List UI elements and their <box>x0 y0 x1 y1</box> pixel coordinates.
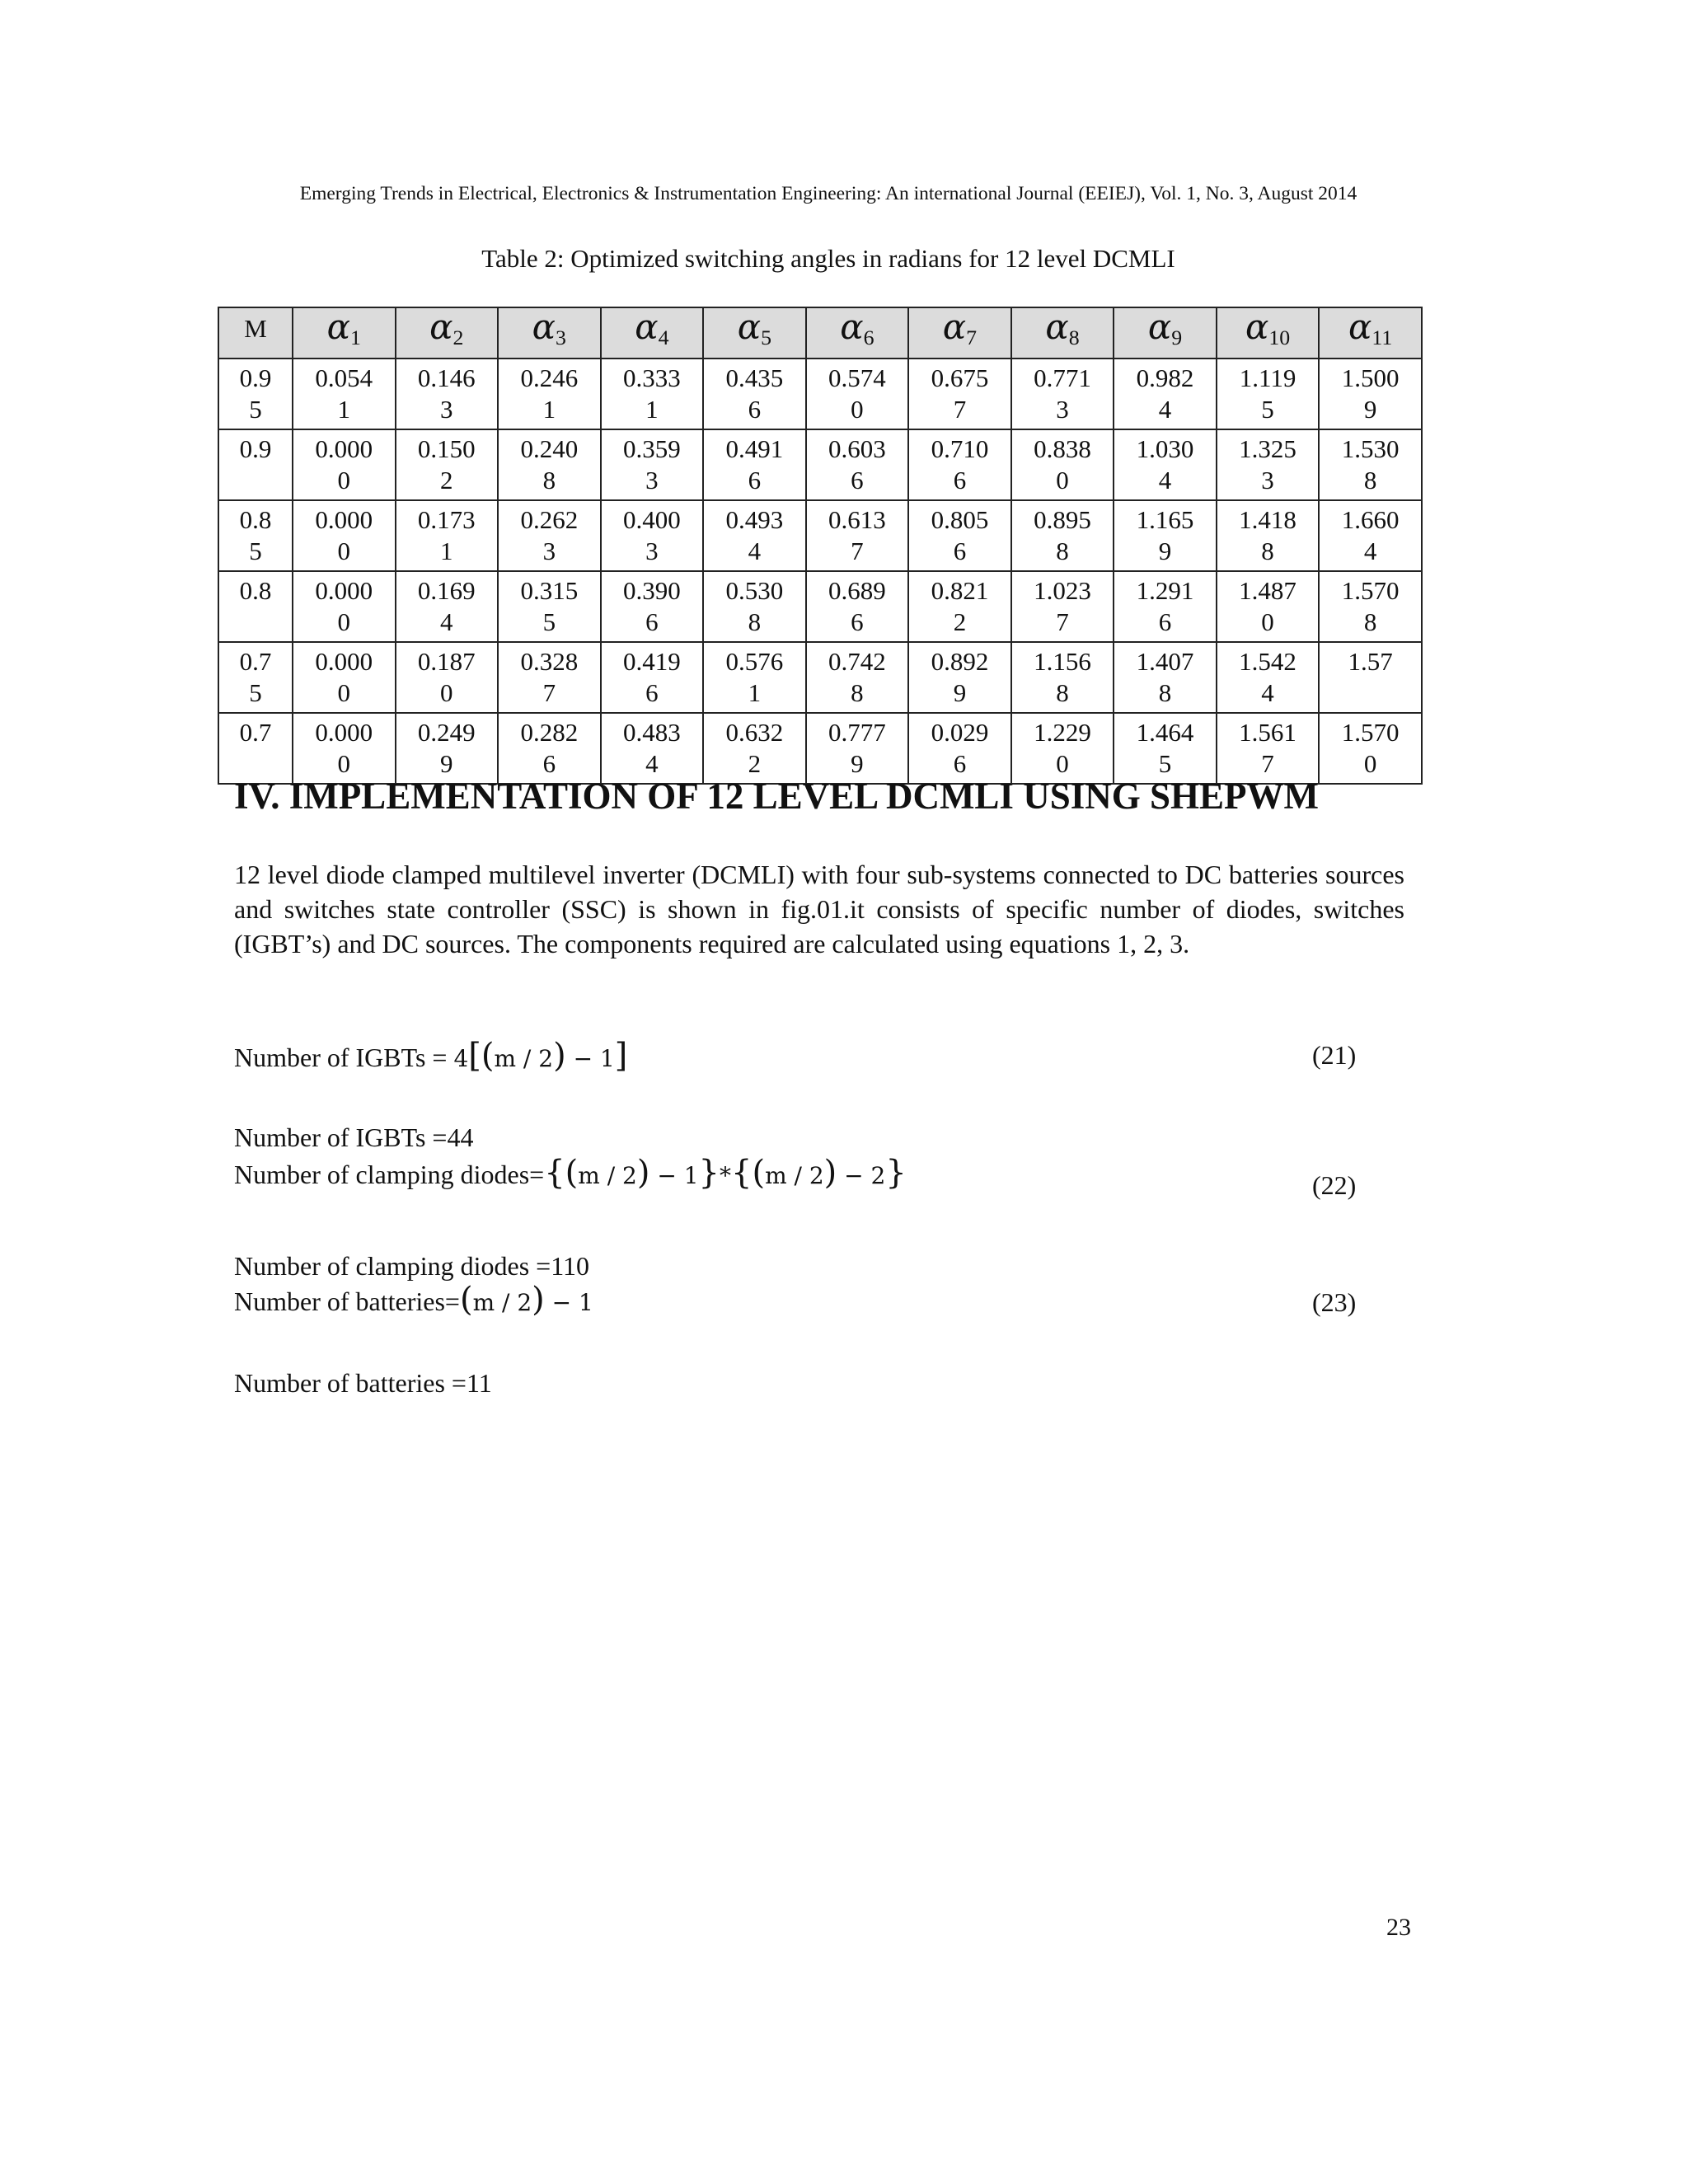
angle-cell <box>703 359 806 429</box>
angle-cell <box>396 500 499 571</box>
angle-value-line: 4 <box>1158 466 1172 494</box>
angle-cell <box>703 642 806 713</box>
angle-value-line: 0.689 <box>828 576 886 605</box>
angle-value-line: 3 <box>542 537 556 565</box>
angle-cell <box>806 571 909 642</box>
angle-value-line: 1 <box>337 395 351 424</box>
angle-value-line: 6 <box>748 466 762 494</box>
angle-value-line: 0.150 <box>417 434 476 463</box>
angle-value-line: 1.418 <box>1239 505 1296 534</box>
angle-value-line: 1.119 <box>1239 363 1296 392</box>
angle-value-line: 1.570 <box>1341 576 1400 605</box>
angle-cell <box>806 429 909 500</box>
angle-cell <box>498 500 601 571</box>
angle-value-line: 0.000 <box>315 647 373 676</box>
angle-cell <box>908 713 1011 784</box>
angle-cell <box>1114 429 1217 500</box>
angle-value-line: 0.771 <box>1034 363 1091 392</box>
angle-value-line: 1.542 <box>1239 647 1296 676</box>
angle-cell <box>601 571 704 642</box>
result-22: Number of clamping diodes =110 <box>234 1251 589 1281</box>
alpha-symbol: α <box>326 307 350 348</box>
angle-value-line: 3 <box>645 466 659 494</box>
angle-value-line: 6 <box>645 607 659 636</box>
angle-value-line: 0.576 <box>725 647 784 676</box>
angle-cell <box>806 500 909 571</box>
angle-value-line: 6 <box>748 395 762 424</box>
angle-cell <box>1011 429 1114 500</box>
m-value-cell <box>218 713 293 784</box>
switching-angles-table <box>218 307 1423 785</box>
eq22-left-brace-2: { <box>731 1154 753 1192</box>
eq22-left-paren-1: ( <box>565 1154 579 1192</box>
angle-value-line: 0 <box>337 537 351 565</box>
angle-cell <box>1217 500 1320 571</box>
m-header: M <box>218 307 293 359</box>
journal-header: Emerging Trends in Electrical, Electronics & Instrumentation Engineering: An international Journal (EEIEJ), Vol. 1, No. 3, August 2014 <box>299 183 1357 204</box>
angle-value-line: 4 <box>1158 395 1172 424</box>
eq22-right-brace-2: } <box>885 1154 907 1192</box>
angle-cell <box>806 713 909 784</box>
alpha-symbol: α <box>1045 307 1069 348</box>
eq23-right-paren: ) <box>532 1281 545 1319</box>
section-heading: IV. IMPLEMENTATION OF 12 LEVEL DCMLI USING SHEPWM <box>234 776 1319 817</box>
angle-value-line: 0.632 <box>725 718 784 747</box>
angle-cell <box>1114 359 1217 429</box>
eq21-inner: m / 2 <box>494 1045 554 1072</box>
angle-value-line: 0.982 <box>1136 363 1194 392</box>
equation-22 <box>234 1154 907 1192</box>
angle-cell <box>1319 642 1422 713</box>
m-value-line: 5 <box>249 395 262 424</box>
table-caption: Table 2: Optimized switching angles in radians for 12 level DCMLI <box>481 244 1175 273</box>
alpha-symbol: α <box>635 307 659 348</box>
alpha-subscript: 2 <box>452 326 464 350</box>
table-row <box>218 713 1422 784</box>
angle-value-line: 1.291 <box>1136 576 1194 605</box>
angle-value-line: 8 <box>1363 607 1377 636</box>
angle-cell <box>498 571 601 642</box>
angle-value-line: 8 <box>1056 537 1069 565</box>
angle-value-line: 1 <box>748 678 762 707</box>
angle-value-line: 0.483 <box>622 718 681 747</box>
table-row <box>218 359 1422 429</box>
angle-value-line: 7 <box>1261 749 1274 778</box>
angle-cell <box>601 642 704 713</box>
angle-value-line: 0.435 <box>725 363 784 392</box>
eq21-left-bracket: [ <box>468 1037 481 1075</box>
angle-value-line: 0.173 <box>417 505 476 534</box>
angle-value-line: 0.530 <box>725 576 784 605</box>
angle-value-line: 1 <box>645 395 659 424</box>
alpha-symbol: α <box>532 307 556 348</box>
table-row <box>218 500 1422 571</box>
angle-value-line: 0.000 <box>315 505 373 534</box>
angle-value-line: 7 <box>851 537 864 565</box>
angle-value-line: 8 <box>1158 678 1172 707</box>
eq22-inner-2: m / 2 <box>765 1162 824 1189</box>
angle-value-line: 6 <box>645 678 659 707</box>
angle-value-line: 0.328 <box>520 647 579 676</box>
angle-cell <box>1114 571 1217 642</box>
angle-value-line: 6 <box>851 466 864 494</box>
angle-value-line: 1.023 <box>1034 576 1091 605</box>
angle-value-line: 3 <box>440 395 453 424</box>
angle-value-line: 1.500 <box>1341 363 1400 392</box>
alpha-subscript: 5 <box>761 326 772 350</box>
angle-value-line: 0.838 <box>1034 434 1091 463</box>
angle-value-line: 4 <box>748 537 762 565</box>
angle-cell <box>293 642 396 713</box>
angle-value-line: 1.660 <box>1341 505 1400 534</box>
angle-value-line: 1.561 <box>1239 718 1296 747</box>
angle-value-line: 0.240 <box>520 434 579 463</box>
eq21-tail: − 1 <box>565 1045 615 1072</box>
angle-value-line: 7 <box>953 395 967 424</box>
alpha-symbol: α <box>1147 307 1172 348</box>
angle-value-line: 0 <box>337 466 351 494</box>
angle-value-line: 0.315 <box>520 576 579 605</box>
m-value-line: 0.7 <box>239 718 272 747</box>
angle-cell <box>1114 642 1217 713</box>
angle-value-line: 0 <box>337 607 351 636</box>
angle-value-line: 1 <box>440 537 453 565</box>
angle-value-line: 9 <box>1363 395 1377 424</box>
angle-value-line: 2 <box>748 749 762 778</box>
alpha-subscript: 1 <box>349 326 361 350</box>
angle-value-line: 6 <box>953 466 967 494</box>
angle-cell <box>601 500 704 571</box>
angle-value-line: 8 <box>851 678 864 707</box>
angle-value-line: 0.054 <box>315 363 373 392</box>
m-value-line: 5 <box>249 678 262 707</box>
angle-cell <box>498 359 601 429</box>
m-value-line: 0.9 <box>239 434 272 463</box>
angle-cell <box>703 429 806 500</box>
angle-cell <box>293 500 396 571</box>
angle-cell <box>908 429 1011 500</box>
m-value-cell <box>218 500 293 571</box>
m-value-cell <box>218 642 293 713</box>
angle-value-line: 0.400 <box>622 505 681 534</box>
alpha-subscript: 4 <box>658 326 669 350</box>
angle-value-line: 0.613 <box>828 505 886 534</box>
eq22-inner-1: m / 2 <box>578 1162 637 1189</box>
angle-cell <box>1319 429 1422 500</box>
angle-value-line: 1.464 <box>1136 718 1194 747</box>
eq21-coef: 4 <box>453 1045 469 1072</box>
angle-cell <box>396 642 499 713</box>
angle-value-line: 0.710 <box>931 434 989 463</box>
angle-value-line: 0 <box>1056 749 1069 778</box>
eq22-right-brace-1: } <box>698 1154 720 1192</box>
angle-cell <box>1319 571 1422 642</box>
alpha-symbol: α <box>942 307 967 348</box>
angle-cell <box>396 571 499 642</box>
angle-cell <box>908 571 1011 642</box>
angle-value-line: 1.325 <box>1239 434 1296 463</box>
angle-cell <box>1319 359 1422 429</box>
angle-cell <box>908 500 1011 571</box>
angle-value-line: 0.000 <box>315 576 373 605</box>
angle-cell <box>293 571 396 642</box>
alpha-header-6 <box>806 307 909 359</box>
result-23: Number of batteries =11 <box>234 1368 492 1398</box>
angle-value-line: 1.407 <box>1136 647 1194 676</box>
table-row <box>218 571 1422 642</box>
angle-cell <box>703 713 806 784</box>
angle-cell <box>1217 713 1320 784</box>
alpha-header-11 <box>1319 307 1422 359</box>
angle-value-line: 0.892 <box>931 647 989 676</box>
equation-22-number: (22) <box>1312 1170 1357 1200</box>
angle-value-line: 9 <box>953 678 967 707</box>
angle-value-line: 4 <box>1363 537 1377 565</box>
alpha-header-5 <box>703 307 806 359</box>
equation-23 <box>234 1281 593 1319</box>
eq22-label: Number of clamping diodes= <box>234 1160 545 1189</box>
angle-value-line: 8 <box>1056 678 1069 707</box>
alpha-header-2 <box>396 307 499 359</box>
angle-value-line: 0.187 <box>417 647 476 676</box>
angle-value-line: 6 <box>1158 607 1172 636</box>
angle-value-line: 0 <box>440 678 453 707</box>
body-paragraph: 12 level diode clamped multilevel inverter (DCMLI) with four sub-systems connected to DC batteries sources and switches state controller (SSC) is shown in fig.01.it consists of specific number of diodes, switches (IGBT’s) and DC sources. The components required are calculated using equations 1, 2, 3. <box>234 860 1404 958</box>
alpha-symbol: α <box>840 307 864 348</box>
angle-value-line: 0.742 <box>828 647 886 676</box>
angle-value-line: 0 <box>337 749 351 778</box>
alpha-header-7 <box>908 307 1011 359</box>
alpha-header-3 <box>498 307 601 359</box>
angle-value-line: 0.000 <box>315 434 373 463</box>
angle-value-line: 0.000 <box>315 718 373 747</box>
alpha-header-1 <box>293 307 396 359</box>
angle-cell <box>601 429 704 500</box>
angle-cell <box>1011 713 1114 784</box>
angle-value-line: 0.333 <box>622 363 681 392</box>
angle-cell <box>1011 571 1114 642</box>
angle-value-line: 9 <box>851 749 864 778</box>
angle-value-line: 0.419 <box>622 647 681 676</box>
alpha-subscript: 10 <box>1268 326 1291 350</box>
result-21: Number of IGBTs =44 <box>234 1122 474 1152</box>
alpha-header-10 <box>1217 307 1320 359</box>
angle-cell <box>1011 500 1114 571</box>
angle-value-line: 0.262 <box>520 505 579 534</box>
alpha-header-8 <box>1011 307 1114 359</box>
m-value-line <box>221 607 290 638</box>
m-value-cell <box>218 359 293 429</box>
angle-cell <box>396 359 499 429</box>
eq23-inner: m / 2 <box>472 1289 532 1316</box>
angle-value-line: 8 <box>542 466 556 494</box>
angle-value-line: 3 <box>1056 395 1069 424</box>
angle-value-line: 6 <box>953 537 967 565</box>
angle-value-line: 8 <box>748 607 762 636</box>
angle-value-line: 1.487 <box>1239 576 1296 605</box>
angle-value-line: 3 <box>645 537 659 565</box>
angle-cell <box>498 642 601 713</box>
angle-value-line: 0.029 <box>931 718 989 747</box>
angle-value-line: 1.229 <box>1034 718 1091 747</box>
angle-cell <box>498 429 601 500</box>
eq21-left-paren: ( <box>481 1037 495 1075</box>
m-value-line: 0.9 <box>239 363 272 392</box>
angle-value-line: 0.282 <box>520 718 579 747</box>
angle-value-line: 0.777 <box>828 718 886 747</box>
angle-cell <box>293 713 396 784</box>
angle-cell <box>1011 642 1114 713</box>
angle-cell <box>908 359 1011 429</box>
equation-21 <box>234 1037 627 1075</box>
angle-value-line: 6 <box>542 749 556 778</box>
angle-value-line: 4 <box>440 607 453 636</box>
angle-value-line: 0 <box>851 395 864 424</box>
angle-cell <box>1217 642 1320 713</box>
angle-value-line: 6 <box>851 607 864 636</box>
angle-value-line: 1.165 <box>1136 505 1194 534</box>
equation-21-number: (21) <box>1312 1040 1357 1070</box>
eq21-right-bracket: ] <box>614 1037 628 1075</box>
angle-value-line: 1.57 <box>1348 647 1393 676</box>
angle-value-line: 0.574 <box>828 363 886 392</box>
angle-cell <box>806 359 909 429</box>
eq22-left-paren-2: ( <box>752 1154 766 1192</box>
angle-cell <box>1319 713 1422 784</box>
alpha-symbol: α <box>1348 307 1372 348</box>
eq22-right-paren-1: ) <box>636 1154 650 1192</box>
angle-value-line: 4 <box>645 749 659 778</box>
angle-value-line <box>1321 677 1419 709</box>
equation-23-number: (23) <box>1312 1287 1357 1317</box>
m-value-line: 0.7 <box>239 647 272 676</box>
eq23-label: Number of batteries= <box>234 1286 460 1316</box>
angle-value-line: 1 <box>542 395 556 424</box>
alpha-subscript: 3 <box>556 326 566 350</box>
angle-cell <box>1217 429 1320 500</box>
angle-value-line: 1.030 <box>1136 434 1194 463</box>
eq23-tail: − 1 <box>544 1289 593 1316</box>
angle-cell <box>396 713 499 784</box>
eq22-tail-1: − 1 <box>649 1162 699 1189</box>
angle-cell <box>1217 571 1320 642</box>
eq22-star: * <box>720 1162 731 1189</box>
angle-value-line: 0.821 <box>931 576 989 605</box>
angle-value-line: 5 <box>542 607 556 636</box>
angle-value-line: 9 <box>1158 537 1172 565</box>
angle-value-line: 0.805 <box>931 505 989 534</box>
angle-cell <box>703 500 806 571</box>
table-row <box>218 642 1422 713</box>
angle-cell <box>1114 713 1217 784</box>
alpha-symbol: α <box>737 307 762 348</box>
m-value-line: 5 <box>249 537 262 565</box>
angle-cell <box>293 359 396 429</box>
angle-cell <box>806 642 909 713</box>
alpha-subscript: 11 <box>1372 326 1393 350</box>
angle-value-line: 5 <box>1261 395 1274 424</box>
angle-cell <box>703 571 806 642</box>
angle-cell <box>908 642 1011 713</box>
angle-cell <box>1011 359 1114 429</box>
angle-cell <box>396 429 499 500</box>
alpha-subscript: 8 <box>1068 326 1080 350</box>
angle-value-line: 7 <box>1056 607 1069 636</box>
angle-value-line: 2 <box>440 466 453 494</box>
m-value-line: 0.8 <box>239 576 272 605</box>
page-number: 23 <box>1386 1914 1411 1941</box>
angle-value-line: 9 <box>440 749 453 778</box>
angle-value-line: 1.530 <box>1341 434 1400 463</box>
angle-cell <box>1319 500 1422 571</box>
alpha-subscript: 6 <box>863 326 874 350</box>
eq22-tail-2: − 2 <box>837 1162 886 1189</box>
angle-value-line: 0 <box>1056 466 1069 494</box>
eq21-right-paren: ) <box>553 1037 566 1075</box>
angle-cell <box>1114 500 1217 571</box>
table-header-row <box>218 307 1422 359</box>
angle-value-line: 0.390 <box>622 576 681 605</box>
eq22-right-paren-2: ) <box>823 1154 837 1192</box>
alpha-header-9 <box>1114 307 1217 359</box>
angle-value-line: 8 <box>1363 466 1377 494</box>
m-value-cell <box>218 571 293 642</box>
angle-value-line: 1.570 <box>1341 718 1400 747</box>
angle-value-line: 0 <box>337 678 351 707</box>
angle-cell <box>1217 359 1320 429</box>
angle-value-line: 0.675 <box>931 363 989 392</box>
angle-value-line: 6 <box>953 749 967 778</box>
angle-cell <box>601 713 704 784</box>
m-value-line <box>221 465 290 496</box>
angle-value-line: 0.169 <box>417 576 476 605</box>
eq22-left-brace-1: { <box>544 1154 565 1192</box>
angle-value-line: 0 <box>1363 749 1377 778</box>
angle-cell <box>293 429 396 500</box>
angle-value-line: 0.359 <box>622 434 681 463</box>
angle-value-line: 0.246 <box>520 363 579 392</box>
angle-value-line: 8 <box>1261 537 1274 565</box>
m-value-cell <box>218 429 293 500</box>
angle-cell <box>601 359 704 429</box>
angle-value-line: 0 <box>1261 607 1274 636</box>
angle-value-line: 5 <box>1158 749 1172 778</box>
angle-value-line: 0.146 <box>417 363 476 392</box>
alpha-subscript: 9 <box>1171 326 1183 350</box>
angle-value-line: 0.491 <box>725 434 784 463</box>
angle-value-line: 2 <box>953 607 967 636</box>
angle-value-line: 0.895 <box>1034 505 1091 534</box>
alpha-symbol: α <box>1245 307 1269 348</box>
alpha-subscript: 7 <box>966 326 978 350</box>
angle-value-line: 0.603 <box>828 434 886 463</box>
angle-value-line: 3 <box>1261 466 1274 494</box>
eq21-label: Number of IGBTs = <box>234 1043 454 1072</box>
eq23-left-paren: ( <box>459 1281 473 1319</box>
angle-value-line: 0.493 <box>725 505 784 534</box>
angle-value-line: 4 <box>1261 678 1274 707</box>
angle-cell <box>498 713 601 784</box>
table-row <box>218 429 1422 500</box>
alpha-symbol: α <box>429 307 453 348</box>
alpha-header-4 <box>601 307 704 359</box>
m-value-line: 0.8 <box>239 505 272 534</box>
angle-value-line: 1.156 <box>1034 647 1091 676</box>
angle-value-line: 7 <box>542 678 556 707</box>
angle-value-line: 0.249 <box>417 718 476 747</box>
